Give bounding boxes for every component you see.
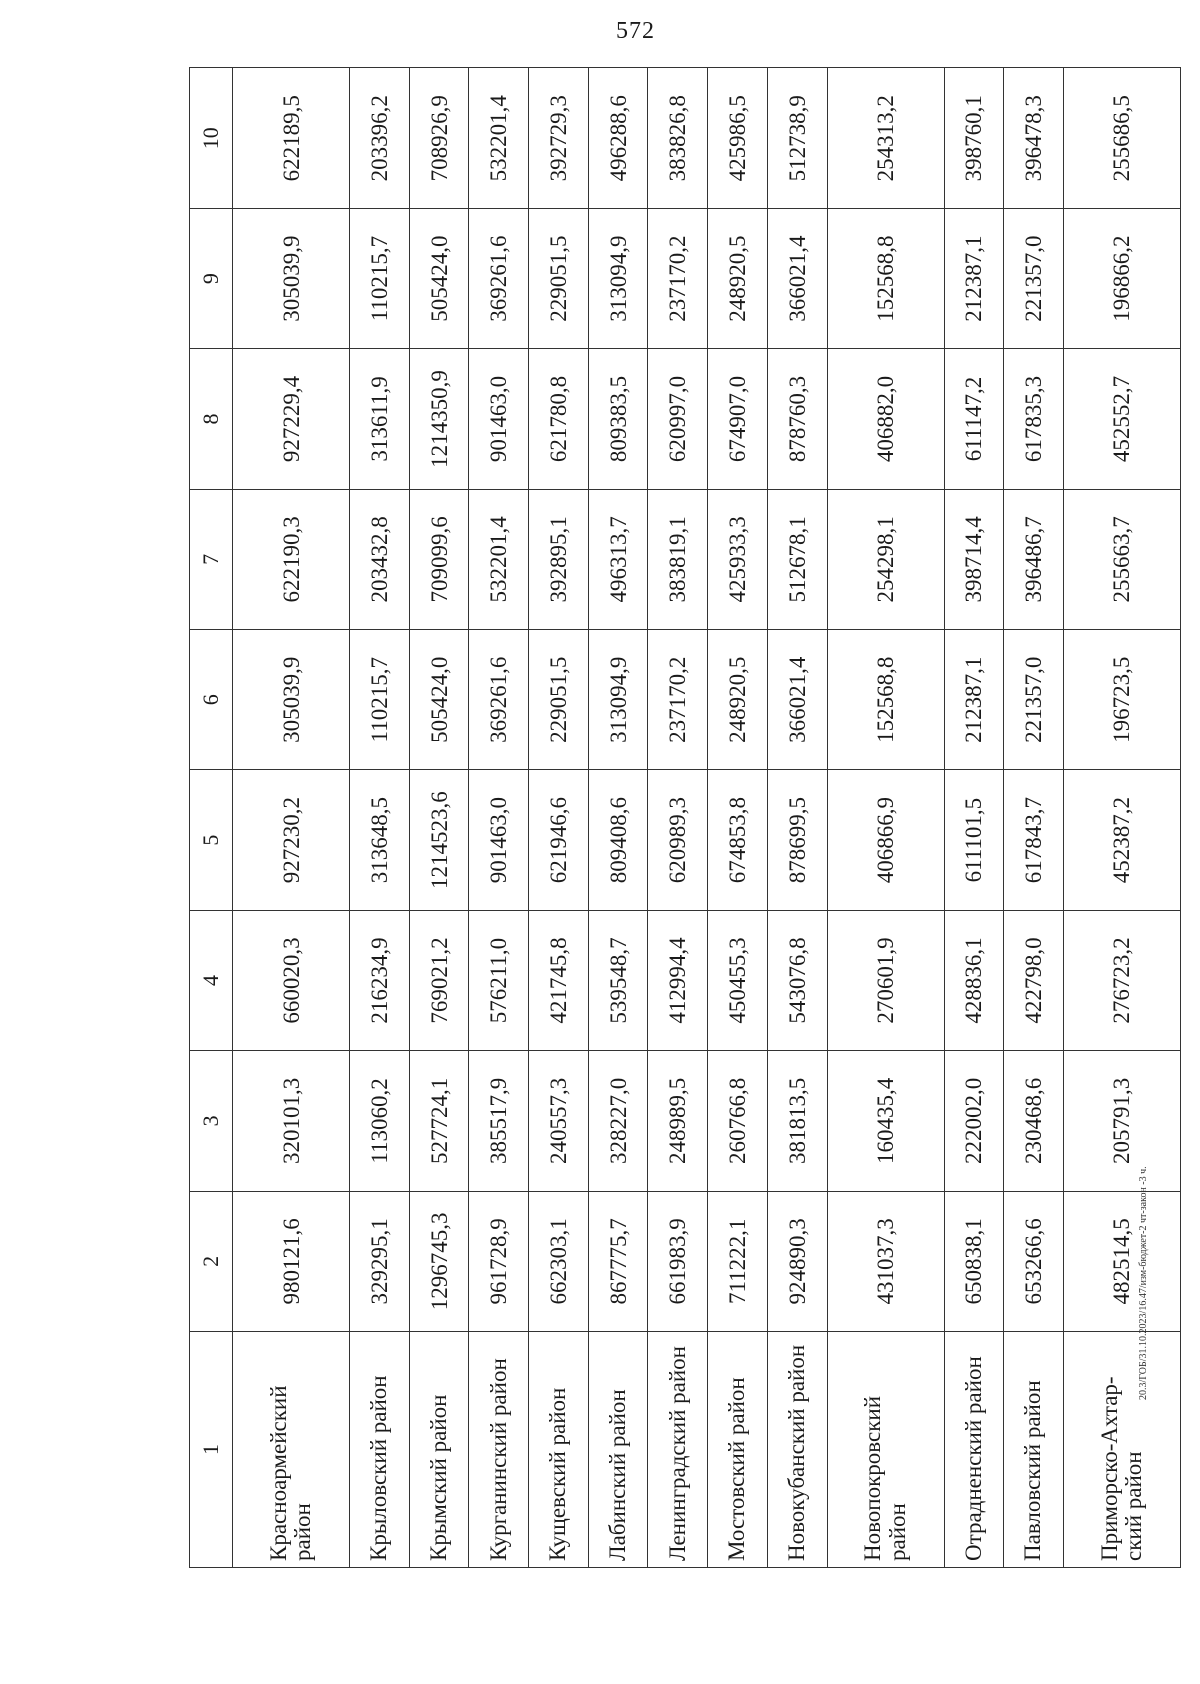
table-cell: 505424,0 [409,630,469,770]
table-cell: 496288,6 [588,68,648,208]
budget-table-container [189,68,1181,1568]
table-cell: 617835,3 [1004,349,1064,489]
table-cell: 313648,5 [350,770,410,910]
table-cell: 512678,1 [767,489,827,629]
table-cell: 196723,5 [1063,630,1180,770]
page-number: 572 [616,18,655,44]
column-header: 4 [190,910,233,1050]
table-cell: 769021,2 [409,910,469,1050]
table-cell: 160435,4 [827,1051,944,1191]
table-cell: 452552,7 [1063,349,1180,489]
district-name: Красноармейский район [233,1332,350,1568]
table-row [767,68,827,1568]
table-row [469,68,529,1568]
table-cell: 527724,1 [409,1051,469,1191]
table-cell: 396478,3 [1004,68,1064,208]
district-name: Новопокровский район [827,1332,944,1568]
table-cell: 708926,9 [409,68,469,208]
table-cell: 392729,3 [529,68,589,208]
table-cell: 1214350,9 [409,349,469,489]
table-cell: 212387,1 [944,630,1004,770]
table-cell: 248920,5 [708,630,768,770]
table-cell: 366021,4 [767,208,827,348]
table-cell: 980121,6 [233,1191,350,1331]
table-cell: 113060,2 [350,1051,410,1191]
table-cell: 617843,7 [1004,770,1064,910]
table-cell: 385517,9 [469,1051,529,1191]
column-header: 9 [190,208,233,348]
table-cell: 383826,8 [648,68,708,208]
table-cell: 422798,0 [1004,910,1064,1050]
district-name: Приморско-Ахтар-ский район [1063,1332,1180,1568]
table-cell: 660020,3 [233,910,350,1050]
table-cell: 709099,6 [409,489,469,629]
table-cell: 1214523,6 [409,770,469,910]
table-cell: 229051,5 [529,208,589,348]
table-cell: 653266,6 [1004,1191,1064,1331]
table-row [648,68,708,1568]
table-cell: 878760,3 [767,349,827,489]
district-name: Новокубанский район [767,1332,827,1568]
document-footer-stamp: 20.3/ГОБ/31.10.2023/16.47/изм-бюджет-2 чт-закон -3 ч. [1138,1166,1149,1400]
table-cell: 406882,0 [827,349,944,489]
table-cell: 543076,8 [767,910,827,1050]
table-cell: 320101,3 [233,1051,350,1191]
header-row [190,68,233,1568]
table-cell: 406866,9 [827,770,944,910]
table-cell: 611101,5 [944,770,1004,910]
table-cell: 110215,7 [350,208,410,348]
table-cell: 212387,1 [944,208,1004,348]
district-name: Кущевский район [529,1332,589,1568]
table-cell: 620989,3 [648,770,708,910]
table-cell: 496313,7 [588,489,648,629]
table-cell: 482514,5 [1063,1191,1180,1331]
table-row [708,68,768,1568]
district-name: Павловский район [1004,1332,1064,1568]
table-cell: 255686,5 [1063,68,1180,208]
table-row [409,68,469,1568]
column-header: 5 [190,770,233,910]
table-cell: 674853,8 [708,770,768,910]
table-cell: 421745,8 [529,910,589,1050]
table-cell: 203432,8 [350,489,410,629]
table-cell: 450455,3 [708,910,768,1050]
table-cell: 260766,8 [708,1051,768,1191]
table-row [588,68,648,1568]
table-row [827,68,944,1568]
table-cell: 621946,6 [529,770,589,910]
district-name: Курганинский район [469,1332,529,1568]
table-cell: 196866,2 [1063,208,1180,348]
table-row [1063,68,1180,1568]
table-cell: 396486,7 [1004,489,1064,629]
district-name: Крымский район [409,1332,469,1568]
table-cell: 878699,5 [767,770,827,910]
district-name: Ленинградский район [648,1332,708,1568]
table-cell: 229051,5 [529,630,589,770]
table-cell: 809408,6 [588,770,648,910]
table-cell: 205791,3 [1063,1051,1180,1191]
table-cell: 110215,7 [350,630,410,770]
table-cell: 398714,4 [944,489,1004,629]
table-cell: 237170,2 [648,208,708,348]
table-cell: 622189,5 [233,68,350,208]
table-row [350,68,410,1568]
column-header: 10 [190,68,233,208]
table-cell: 240557,3 [529,1051,589,1191]
table-cell: 152568,8 [827,208,944,348]
table-cell: 961728,9 [469,1191,529,1331]
table-cell: 216234,9 [350,910,410,1050]
table-cell: 412994,4 [648,910,708,1050]
table-cell: 221357,0 [1004,208,1064,348]
district-name: Мостовский район [708,1332,768,1568]
table-cell: 270601,9 [827,910,944,1050]
column-header: 3 [190,1051,233,1191]
district-name: Крыловский район [350,1332,410,1568]
table-cell: 305039,9 [233,208,350,348]
table-cell: 927229,4 [233,349,350,489]
table-cell: 230468,6 [1004,1051,1064,1191]
table-cell: 222002,0 [944,1051,1004,1191]
table-cell: 650838,1 [944,1191,1004,1331]
column-header: 6 [190,630,233,770]
table-cell: 576211,0 [469,910,529,1050]
table-cell: 425933,3 [708,489,768,629]
table-cell: 152568,8 [827,630,944,770]
table-cell: 305039,9 [233,630,350,770]
district-name: Отрадненский район [944,1332,1004,1568]
table-cell: 313611,9 [350,349,410,489]
table-cell: 369261,6 [469,208,529,348]
district-name: Лабинский район [588,1332,648,1568]
table-cell: 248989,5 [648,1051,708,1191]
table-cell: 254313,2 [827,68,944,208]
table-cell: 398760,1 [944,68,1004,208]
table-cell: 662303,1 [529,1191,589,1331]
table-cell: 313094,9 [588,208,648,348]
table-cell: 221357,0 [1004,630,1064,770]
table-cell: 901463,0 [469,770,529,910]
table-cell: 621780,8 [529,349,589,489]
table-cell: 611147,2 [944,349,1004,489]
table-cell: 539548,7 [588,910,648,1050]
table-cell: 203396,2 [350,68,410,208]
table-cell: 276723,2 [1063,910,1180,1050]
table-cell: 532201,4 [469,489,529,629]
table-cell: 254298,1 [827,489,944,629]
table-cell: 661983,9 [648,1191,708,1331]
table-cell: 425986,5 [708,68,768,208]
table-cell: 622190,3 [233,489,350,629]
table-row [233,68,350,1568]
table-cell: 512738,9 [767,68,827,208]
table-cell: 711222,1 [708,1191,768,1331]
table-cell: 366021,4 [767,630,827,770]
table-cell: 532201,4 [469,68,529,208]
table-cell: 674907,0 [708,349,768,489]
table-row [944,68,1004,1568]
budget-table [189,67,1181,1568]
table-cell: 428836,1 [944,910,1004,1050]
column-header: 2 [190,1191,233,1331]
table-cell: 809383,5 [588,349,648,489]
table-row [1004,68,1064,1568]
table-cell: 620997,0 [648,349,708,489]
table-cell: 255663,7 [1063,489,1180,629]
table-cell: 328227,0 [588,1051,648,1191]
table-cell: 381813,5 [767,1051,827,1191]
table-row [529,68,589,1568]
column-header: 8 [190,349,233,489]
table-cell: 901463,0 [469,349,529,489]
table-cell: 1296745,3 [409,1191,469,1331]
column-header: 1 [190,1332,233,1568]
table-cell: 237170,2 [648,630,708,770]
table-cell: 383819,1 [648,489,708,629]
table-cell: 924890,3 [767,1191,827,1331]
table-cell: 867775,7 [588,1191,648,1331]
table-cell: 329295,1 [350,1191,410,1331]
table-cell: 248920,5 [708,208,768,348]
table-cell: 392895,1 [529,489,589,629]
table-cell: 431037,3 [827,1191,944,1331]
table-cell: 927230,2 [233,770,350,910]
table-cell: 505424,0 [409,208,469,348]
column-header: 7 [190,489,233,629]
table-cell: 369261,6 [469,630,529,770]
table-cell: 313094,9 [588,630,648,770]
table-cell: 452387,2 [1063,770,1180,910]
